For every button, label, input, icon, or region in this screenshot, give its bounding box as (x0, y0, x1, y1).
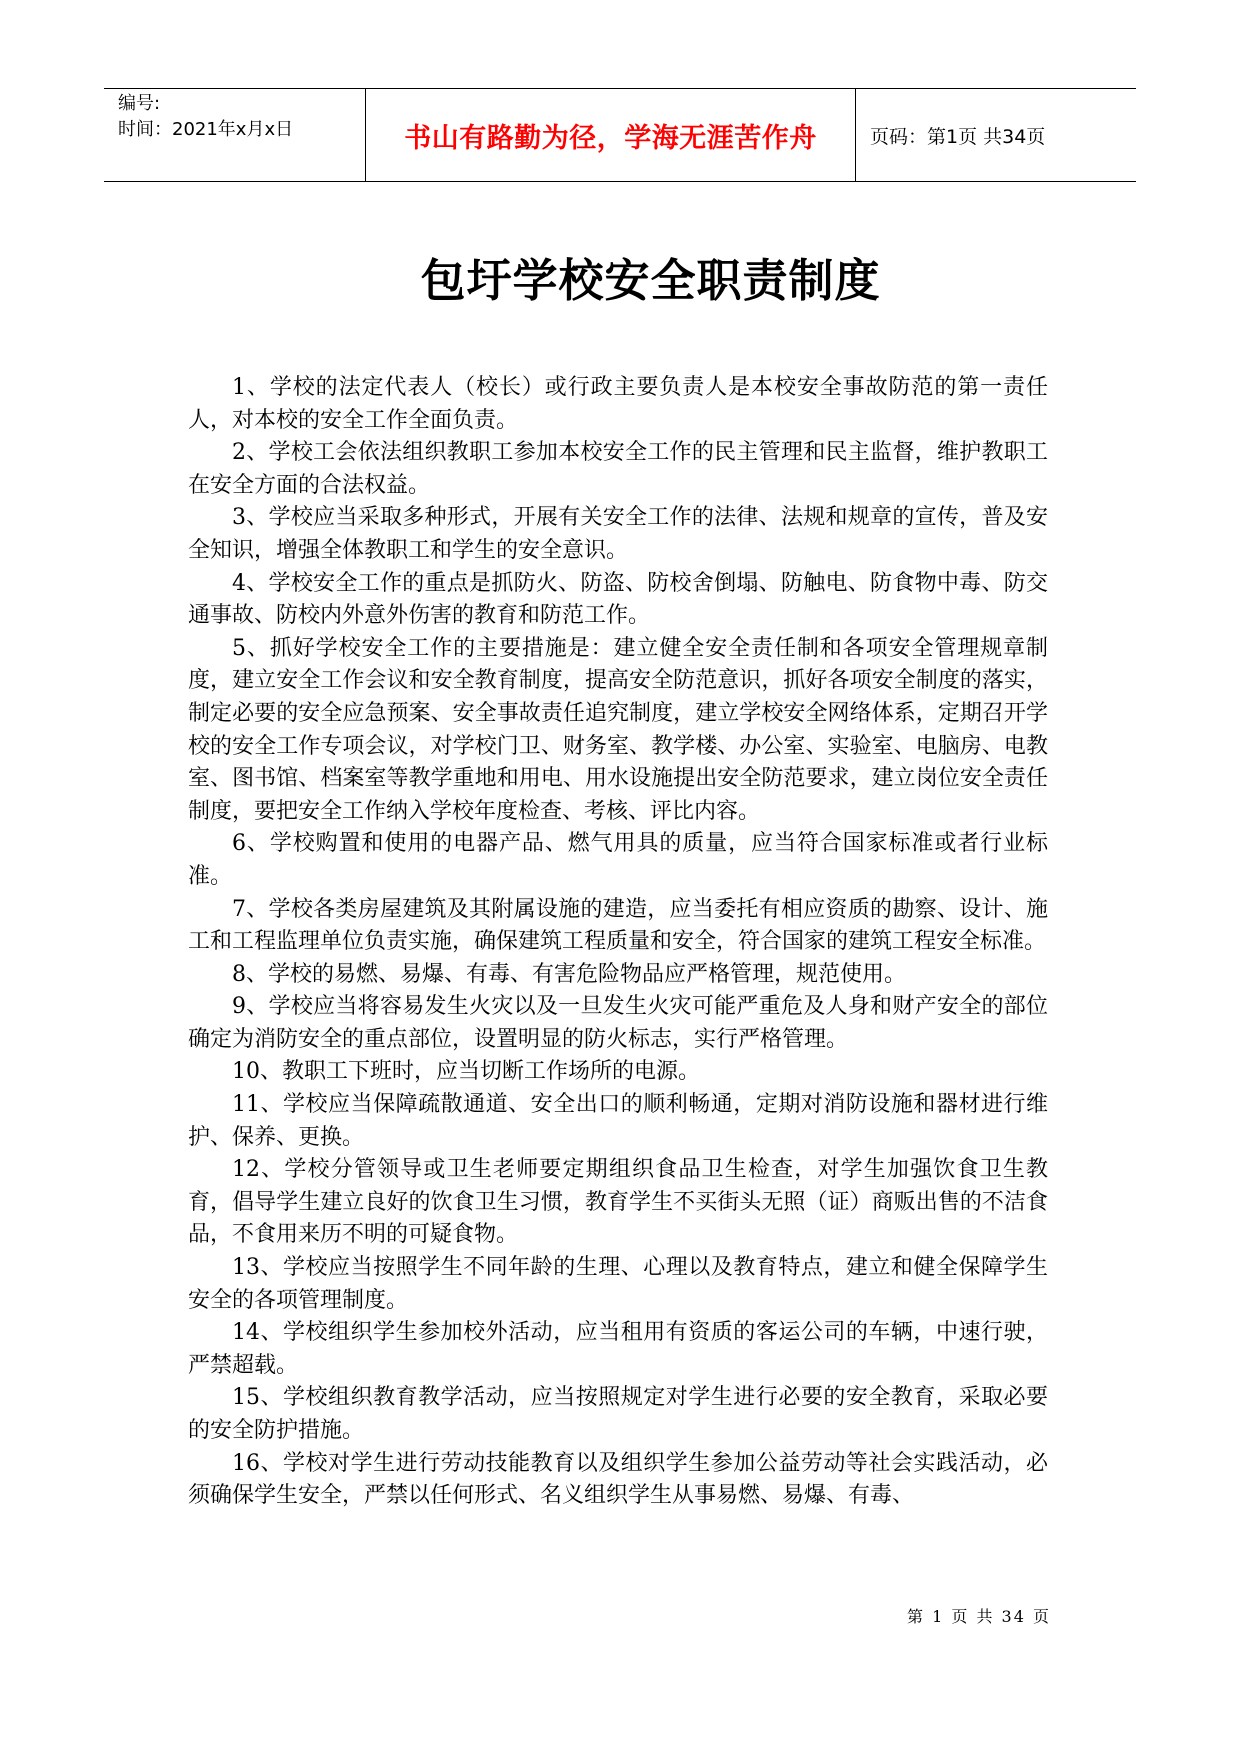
paragraph-10: 10、教职工下班时，应当切断工作场所的电源。 (232, 1059, 700, 1085)
document-body (188, 372, 1048, 1513)
paragraph-5: 5、抓好学校安全工作的主要措施是：建立健全安全责任制和各项安全管理规章制度，建立安全工作会议和安全教育制度，提高安全防范意识，抓好各项安全制度的落实，制定必要的安全应急预案、安全事故责任追究制度，建立学校安全网络体系，定期召开学校的安全工作专项会议，对学校门卫、财务室、教学楼、办公室、实验室、电脑房、电教室、图书馆、档案室等教学重地和用电、用水设施提出安全防范要求，建立岗位安全责任制度，要把安全工作纳入学校年度检查、考核、评比内容。 (188, 635, 1048, 824)
paragraph-15: 15、学校组织教育教学活动，应当按照规定对学生进行必要的安全教育，采取必要的安全防护措施。 (188, 1385, 1048, 1443)
paragraph-9: 9、学校应当将容易发生火灾以及一旦发生火灾可能严重危及人身和财产安全的部位确定为消防安全的重点部位，设置明显的防火标志，实行严格管理。 (188, 994, 1048, 1052)
document-time-label: 时间：2021年x月x日 (118, 119, 294, 140)
paragraph-14: 14、学校组织学生参加校外活动，应当租用有资质的客运公司的车辆，中速行驶，严禁超载。 (188, 1320, 1048, 1378)
header-page-label: 页码：第1页 共34页 (870, 125, 1046, 148)
header-motto: 书山有路勤为径，学海无涯苦作舟 (366, 89, 856, 181)
paragraph-2: 2、学校工会依法组织教职工参加本校安全工作的民主管理和民主监督，维护教职工在安全方面的合法权益。 (188, 440, 1048, 498)
paragraph-12: 12、学校分管领导或卫生老师要定期组织食品卫生检查，对学生加强饮食卫生教育，倡导学生建立良好的饮食卫生习惯，教育学生不买街头无照（证）商贩出售的不洁食品，不食用来历不明的可疑食物。 (188, 1157, 1048, 1248)
paragraph-8: 8、学校的易燃、易爆、有毒、有害危险物品应严格管理，规范使用。 (232, 961, 906, 987)
document-header (104, 88, 1136, 182)
paragraph-1: 1、学校的法定代表人（校长）或行政主要负责人是本校安全事故防范的第一责任人，对本校的安全工作全面负责。 (188, 375, 1048, 433)
paragraph-4: 4、学校安全工作的重点是抓防火、防盗、防校舍倒塌、防触电、防食物中毒、防交通事故、防校内外意外伤害的教育和防范工作。 (188, 570, 1048, 629)
paragraph-3: 3、学校应当采取多种形式，开展有关安全工作的法律、法规和规章的宣传，普及安全知识，增强全体教职工和学生的安全意识。 (188, 505, 1048, 563)
paragraph-6: 6、学校购置和使用的电器产品、燃气用具的质量，应当符合国家标准或者行业标准。 (188, 831, 1048, 889)
paragraph-16: 16、学校对学生进行劳动技能教育以及组织学生参加公益劳动等社会实践活动，必须确保学生安全，严禁以任何形式、名义组织学生从事易燃、易爆、有毒、 (188, 1450, 1048, 1509)
document-number-label: 编号: (118, 93, 161, 114)
paragraph-13: 13、学校应当按照学生不同年龄的生理、心理以及教育特点，建立和健全保障学生安全的各项管理制度。 (188, 1255, 1048, 1313)
page-footer: 第 1 页 共 34 页 (907, 1607, 1051, 1626)
paragraph-11: 11、学校应当保障疏散通道、安全出口的顺利畅通，定期对消防设施和器材进行维护、保养、更换。 (188, 1092, 1048, 1150)
document-title: 包圩学校安全职责制度 (420, 254, 881, 307)
paragraph-7: 7、学校各类房屋建筑及其附属设施的建造，应当委托有相应资质的勘察、设计、施工和工程监理单位负责实施，确保建筑工程质量和安全，符合国家的建筑工程安全标准。 (188, 896, 1048, 955)
header-meta (104, 89, 366, 181)
